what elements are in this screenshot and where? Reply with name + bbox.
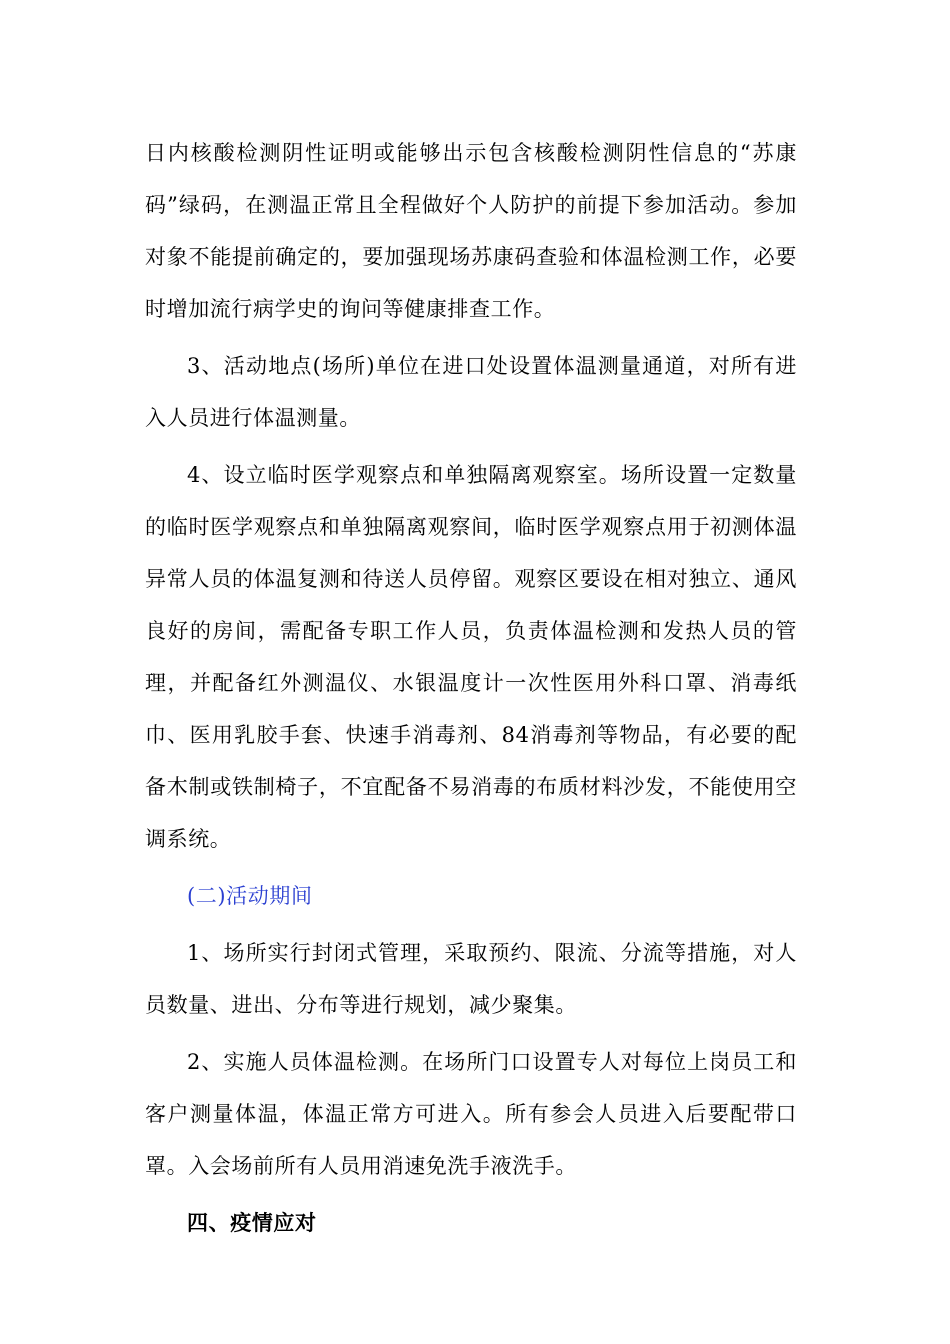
section-subheading: (二)活动期间: [187, 884, 313, 908]
document-page: [145, 127, 797, 1254]
paragraph-item-2: 2、实施人员体温检测。在场所门口设置专人对每位上岗员工和客户测量体温，体温正常方可进入。所有参会人员进入后要配带口罩。入会场前所有人员用消速免洗手液洗手。: [145, 1050, 797, 1178]
paragraph-item-3: 3、活动地点(场所)单位在进口处设置体温测量通道，对所有进入人员进行体温测量。: [145, 354, 797, 430]
section-heading: 四、疫情应对: [187, 1210, 317, 1235]
paragraph-item-4: 4、设立临时医学观察点和单独隔离观察室。场所设置一定数量的临时医学观察点和单独隔离观察间，临时医学观察点用于初测体温异常人员的体温复测和待送人员停留。观察区要设在相对独立、通风良好的房间，需配备专职工作人员，负责体温检测和发热人员的管理，并配备红外测温仪、水银温度计一次性医用外科口罩、消毒纸巾、医用乳胶手套、快速手消毒剂、84消毒剂等物品，有必要的配备木制或铁制椅子，不宜配备不易消毒的布质材料沙发，不能使用空调系统。: [145, 463, 797, 851]
paragraph-item-1: 1、场所实行封闭式管理，采取预约、限流、分流等措施，对人员数量、进出、分布等进行规划，减少聚集。: [145, 941, 797, 1017]
paragraph-continuation: 日内核酸检测阴性证明或能够出示包含核酸检测阴性信息的“苏康码”绿码，在测温正常且全程做好个人防护的前提下参加活动。参加对象不能提前确定的，要加强现场苏康码查验和体温检测工作，必要时增加流行病学史的询问等健康排查工作。: [145, 141, 797, 321]
